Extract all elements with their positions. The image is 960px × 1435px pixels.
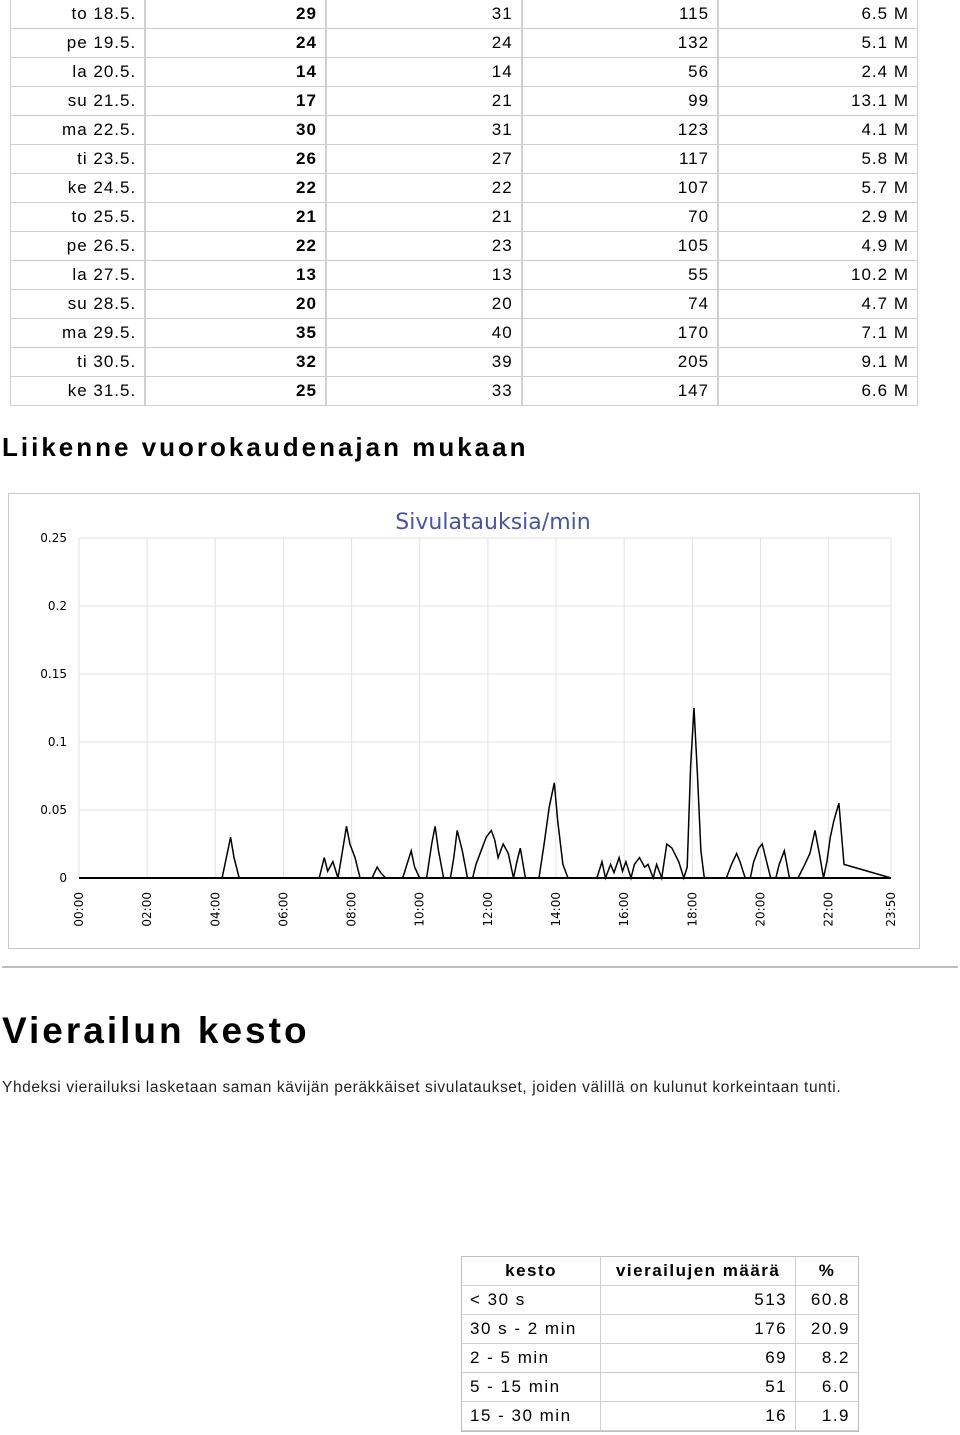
daily-pageloads-cell: 205 <box>522 348 718 377</box>
daily-visits-cell: 31 <box>326 0 522 29</box>
duration-row <box>462 1402 858 1431</box>
daily-row <box>10 145 918 174</box>
daily-visits-cell: 21 <box>326 203 522 232</box>
daily-visitors-cell: 32 <box>145 348 326 377</box>
daily-traffic-cell: 4.7 M <box>718 290 918 319</box>
daily-date-cell: ma 29.5. <box>10 319 145 348</box>
x-tick-label: 14:00 <box>549 892 564 927</box>
daily-visitors-cell: 30 <box>145 116 326 145</box>
daily-date-cell: su 28.5. <box>10 290 145 319</box>
daily-visitors-cell: 35 <box>145 319 326 348</box>
daily-visits-cell: 13 <box>326 261 522 290</box>
daily-date-cell: ke 24.5. <box>10 174 145 203</box>
daily-visits-cell: 22 <box>326 174 522 203</box>
daily-row <box>10 232 918 261</box>
daily-visitors-cell: 22 <box>145 232 326 261</box>
daily-row <box>10 0 918 29</box>
chart-title: Sivulatauksia/min <box>395 510 591 535</box>
x-tick-label: 06:00 <box>276 892 291 927</box>
daily-date-cell: la 20.5. <box>10 58 145 87</box>
daily-traffic-cell: 4.9 M <box>718 232 918 261</box>
traffic-by-time-heading: Liikenne vuorokaudenajan mukaan <box>2 432 529 462</box>
duration-header-count: vierailujen määrä <box>601 1257 796 1286</box>
duration-count-cell: 69 <box>601 1344 796 1373</box>
chart-x-axis <box>72 892 898 927</box>
daily-visits-cell: 24 <box>326 29 522 58</box>
daily-traffic-cell: 7.1 M <box>718 319 918 348</box>
duration-percent-cell: 8.2 <box>796 1344 858 1373</box>
daily-date-cell: su 21.5. <box>10 87 145 116</box>
daily-row <box>10 29 918 58</box>
daily-visitors-cell: 22 <box>145 174 326 203</box>
daily-visitors-cell: 26 <box>145 145 326 174</box>
daily-date-cell: ti 30.5. <box>10 348 145 377</box>
daily-traffic-cell: 2.9 M <box>718 203 918 232</box>
daily-date-cell: ma 22.5. <box>10 116 145 145</box>
x-tick-label: 20:00 <box>753 892 768 927</box>
x-tick-label: 23:50 <box>884 892 898 927</box>
daily-visits-cell: 33 <box>326 377 522 406</box>
daily-row <box>10 261 918 290</box>
duration-range-cell: 15 - 30 min <box>462 1402 601 1431</box>
x-tick-label: 04:00 <box>208 892 223 927</box>
daily-traffic-cell: 9.1 M <box>718 348 918 377</box>
daily-visits-cell: 40 <box>326 319 522 348</box>
duration-range-cell: < 30 s <box>462 1286 601 1315</box>
y-tick-label: 0.2 <box>47 599 67 613</box>
daily-traffic-cell: 5.8 M <box>718 145 918 174</box>
x-tick-label: 22:00 <box>821 892 836 927</box>
section-divider <box>2 966 958 968</box>
y-tick-label: 0.05 <box>40 803 67 817</box>
duration-range-cell: 2 - 5 min <box>462 1344 601 1373</box>
x-tick-label: 02:00 <box>140 892 155 927</box>
daily-traffic-cell: 2.4 M <box>718 58 918 87</box>
visit-duration-table <box>461 1256 859 1432</box>
duration-row <box>462 1286 858 1315</box>
daily-visits-cell: 21 <box>326 87 522 116</box>
daily-stats-body <box>10 0 918 406</box>
daily-visitors-cell: 20 <box>145 290 326 319</box>
visit-definition-text: Yhdeksi vierailuksi lasketaan saman kävijän peräkkäiset sivulataukset, joiden välillä on kulunut korkeintaan tunti. <box>2 1079 842 1096</box>
daily-pageloads-cell: 99 <box>522 87 718 116</box>
daily-date-cell: pe 19.5. <box>10 29 145 58</box>
duration-percent-cell: 1.9 <box>796 1402 858 1431</box>
x-tick-label: 18:00 <box>685 892 700 927</box>
daily-traffic-cell: 5.7 M <box>718 174 918 203</box>
daily-visits-cell: 31 <box>326 116 522 145</box>
x-tick-label: 16:00 <box>617 892 632 927</box>
daily-visits-cell: 23 <box>326 232 522 261</box>
daily-pageloads-cell: 56 <box>522 58 718 87</box>
daily-row <box>10 87 918 116</box>
daily-pageloads-cell: 170 <box>522 319 718 348</box>
duration-percent-cell: 60.8 <box>796 1286 858 1315</box>
duration-count-cell: 51 <box>601 1373 796 1402</box>
x-tick-label: 00:00 <box>72 892 86 927</box>
daily-visits-cell: 27 <box>326 145 522 174</box>
daily-date-cell: to 18.5. <box>10 0 145 29</box>
chart-canvas <box>9 494 919 948</box>
daily-row <box>10 319 918 348</box>
daily-date-cell: la 27.5. <box>10 261 145 290</box>
duration-row <box>462 1344 858 1373</box>
daily-traffic-cell: 13.1 M <box>718 87 918 116</box>
duration-row <box>462 1373 858 1402</box>
y-tick-label: 0 <box>59 871 67 885</box>
y-tick-label: 0.25 <box>40 531 67 545</box>
visit-duration-heading: Vierailun kesto <box>2 1010 310 1051</box>
duration-row <box>462 1315 858 1344</box>
daily-pageloads-cell: 117 <box>522 145 718 174</box>
duration-count-cell: 176 <box>601 1315 796 1344</box>
daily-visitors-cell: 17 <box>145 87 326 116</box>
daily-visitors-cell: 14 <box>145 58 326 87</box>
daily-date-cell: ke 31.5. <box>10 377 145 406</box>
daily-row <box>10 348 918 377</box>
daily-visitors-cell: 29 <box>145 0 326 29</box>
daily-stats-table <box>10 0 918 406</box>
daily-date-cell: to 25.5. <box>10 203 145 232</box>
duration-header-percent: % <box>796 1257 858 1286</box>
daily-pageloads-cell: 55 <box>522 261 718 290</box>
duration-percent-cell: 20.9 <box>796 1315 858 1344</box>
duration-table-body <box>462 1286 858 1431</box>
daily-visits-cell: 39 <box>326 348 522 377</box>
daily-traffic-cell: 6.5 M <box>718 0 918 29</box>
daily-row <box>10 116 918 145</box>
y-tick-label: 0.1 <box>47 735 67 749</box>
daily-row <box>10 58 918 87</box>
daily-visitors-cell: 21 <box>145 203 326 232</box>
daily-visitors-cell: 13 <box>145 261 326 290</box>
pageloads-per-minute-chart <box>8 493 920 949</box>
duration-count-cell: 16 <box>601 1402 796 1431</box>
daily-pageloads-cell: 132 <box>522 29 718 58</box>
x-tick-label: 08:00 <box>344 892 359 927</box>
daily-pageloads-cell: 147 <box>522 377 718 406</box>
y-tick-label: 0.15 <box>40 667 67 681</box>
daily-visits-cell: 20 <box>326 290 522 319</box>
daily-pageloads-cell: 123 <box>522 116 718 145</box>
daily-traffic-cell: 4.1 M <box>718 116 918 145</box>
daily-traffic-cell: 5.1 M <box>718 29 918 58</box>
daily-traffic-cell: 6.6 M <box>718 377 918 406</box>
daily-pageloads-cell: 70 <box>522 203 718 232</box>
daily-visitors-cell: 24 <box>145 29 326 58</box>
duration-percent-cell: 6.0 <box>796 1373 858 1402</box>
duration-range-cell: 30 s - 2 min <box>462 1315 601 1344</box>
daily-row <box>10 203 918 232</box>
daily-date-cell: pe 26.5. <box>10 232 145 261</box>
duration-header-row <box>462 1257 858 1286</box>
daily-pageloads-cell: 105 <box>522 232 718 261</box>
daily-visitors-cell: 25 <box>145 377 326 406</box>
duration-range-cell: 5 - 15 min <box>462 1373 601 1402</box>
duration-header-kesto: kesto <box>462 1257 601 1286</box>
daily-row <box>10 174 918 203</box>
daily-pageloads-cell: 115 <box>522 0 718 29</box>
daily-pageloads-cell: 74 <box>522 290 718 319</box>
duration-count-cell: 513 <box>601 1286 796 1315</box>
x-tick-label: 12:00 <box>480 892 495 927</box>
chart-y-axis <box>40 531 67 885</box>
daily-pageloads-cell: 107 <box>522 174 718 203</box>
daily-row <box>10 377 918 406</box>
chart-grid <box>79 538 891 878</box>
x-tick-label: 10:00 <box>412 892 427 927</box>
daily-traffic-cell: 10.2 M <box>718 261 918 290</box>
daily-row <box>10 290 918 319</box>
daily-visits-cell: 14 <box>326 58 522 87</box>
chart-series-line <box>79 708 891 878</box>
daily-date-cell: ti 23.5. <box>10 145 145 174</box>
